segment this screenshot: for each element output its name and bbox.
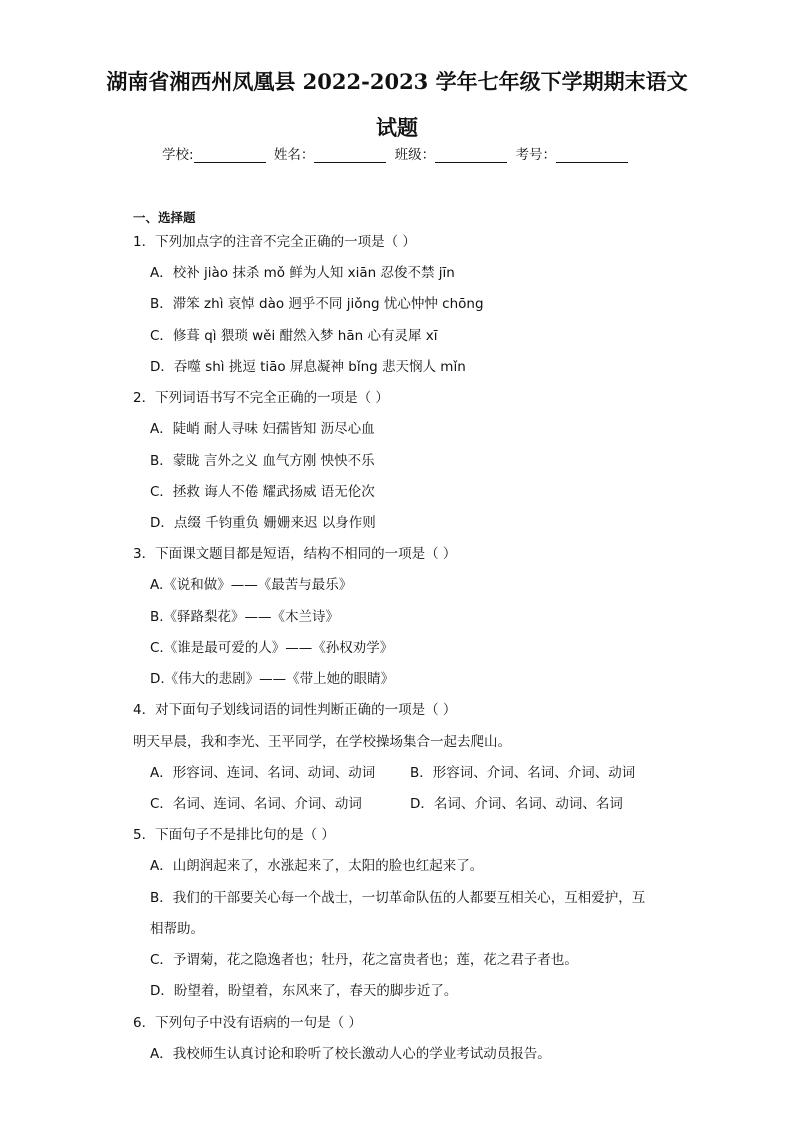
q5-option-b-line1: B．我们的干部要关心每一个战士，一切革命队伍的人都要互相关心，互相爱护，互 [150,890,646,906]
q2-option-b: B．蒙眬 言外之义 血气方刚 怏怏不乐 [150,453,375,469]
section-heading: 一、选择题 [133,210,196,225]
q2-stem: 2．下列词语书写不完全正确的一项是（ ） [133,390,389,406]
exam-title-line1: 湖南省湘西州凤凰县 2022-2023 学年七年级下学期期末语文 [106,69,688,94]
q1-option-d: D．吞噬 shì 挑逗 tiāo 屏息凝神 bǐng 悲天悯人 mǐn [150,359,466,375]
class-blank[interactable] [435,148,507,163]
q1-stem: 1．下列加点字的注音不完全正确的一项是（ ） [133,234,416,250]
q2-option-d: D．点缀 千钧重负 姗姗来迟 以身作则 [150,515,376,531]
q3-option-a: A.《说和做》——《最苦与最乐》 [150,577,353,593]
q5-option-a: A．山朗润起来了，水涨起来了，太阳的脸也红起来了。 [150,858,484,874]
q4-option-c: C．名词、连词、名词、介词、动词 [150,796,362,812]
q5-option-b-line2: 相帮助。 [150,921,204,937]
name-blank[interactable] [314,148,386,163]
name-label: 姓名： [273,147,315,163]
q6-option-a: A．我校师生认真讨论和聆听了校长激动人心的学业考试动员报告。 [150,1046,551,1062]
q5-stem: 5．下面句子不是排比句的是（ ） [133,827,335,843]
q1-option-a: A．校补 jiào 抹杀 mǒ 鲜为人知 xiān 忍俊不禁 jīn [150,265,455,281]
q4-stem: 4．对下面句子划线词语的词性判断正确的一项是（ ） [133,702,457,718]
q3-option-c: C.《谁是最可爱的人》——《孙权劝学》 [150,640,394,656]
q1-option-b: B．滞笨 zhì 哀悼 dào 迥乎不同 jiǒng 忧心忡忡 chōng [150,296,484,312]
q2-option-c: C．拯救 诲人不倦 耀武扬威 语无伦次 [150,484,375,500]
q1-option-c: C．修葺 qì 猥琐 wěi 酣然入梦 hān 心有灵犀 xī [150,328,438,344]
school-blank[interactable] [194,148,266,163]
q2-option-a: A．陡峭 耐人寻味 妇孺皆知 沥尽心血 [150,421,375,437]
class-label: 班级： [394,147,436,163]
q5-option-c: C．予谓菊，花之隐逸者也；牡丹，花之富贵者也；莲，花之君子者也。 [150,952,578,968]
q3-stem: 3．下面课文题目都是短语，结构不相同的一项是（ ） [133,546,457,562]
number-blank[interactable] [556,148,628,163]
q4-option-b: B．形容词、介词、名词、介词、动词 [410,765,636,781]
q3-option-b: B.《驿路梨花》——《木兰诗》 [150,609,340,625]
student-info-row [0,143,794,163]
number-label: 考号： [515,147,556,163]
exam-title-line2: 试题 [376,115,418,140]
q4-option-a: A．形容词、连词、名词、动词、动词 [150,765,376,781]
school-label: 学校: [162,147,194,163]
q5-option-d: D．盼望着，盼望着，东风来了，春天的脚步近了。 [150,983,458,999]
q4-sentence: 明天早晨，我和李光、王平同学，在学校操场集合一起去爬山。 [133,734,511,750]
q3-option-d: D.《伟大的悲剧》——《带上她的眼睛》 [150,671,395,687]
q4-option-d: D．名词、介词、名词、动词、名词 [410,796,623,812]
q6-stem: 6．下列句子中没有语病的一句是（ ） [133,1015,362,1031]
